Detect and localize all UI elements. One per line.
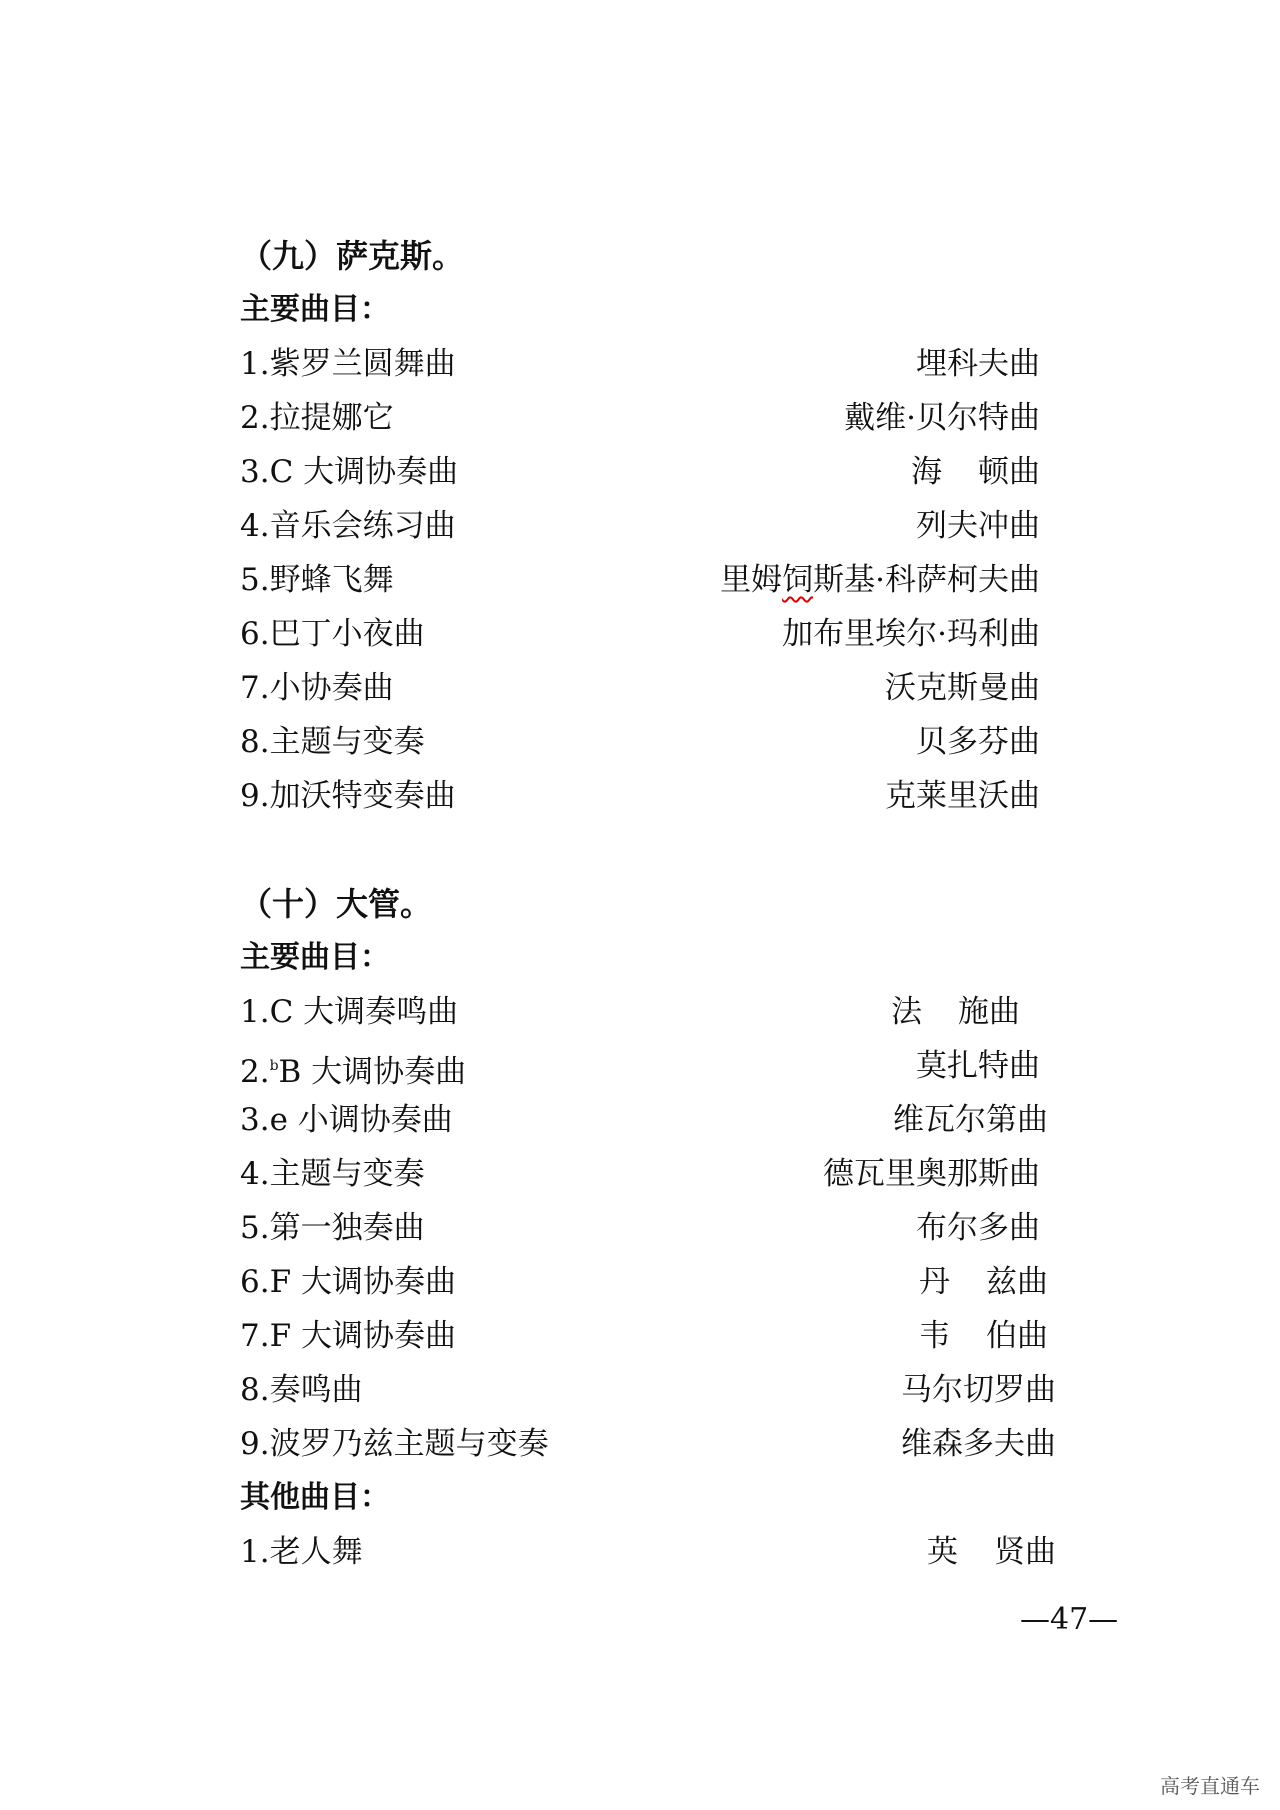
list-item: 3.e 小调协奏曲 维瓦尔第曲 <box>240 1102 1048 1138</box>
spellcheck-underline: 饲 <box>782 562 814 598</box>
other-repertoire-label: 其他曲目： <box>240 1480 390 1515</box>
list-item: 2.拉提娜它 戴维·贝尔特曲 <box>240 400 1040 436</box>
section-heading-saxophone: （九）萨克斯。 <box>240 237 465 275</box>
list-item: 1.紫罗兰圆舞曲 埋科夫曲 <box>240 346 1040 382</box>
list-item: 5.第一独奏曲 布尔多曲 <box>240 1210 1040 1246</box>
list-item: 8.奏鸣曲 马尔切罗曲 <box>240 1372 1056 1408</box>
section-heading-bassoon: （十）大管。 <box>240 885 433 923</box>
list-item: 8.主题与变奏 贝多芬曲 <box>240 724 1040 760</box>
main-repertoire-label: 主要曲目： <box>240 940 390 975</box>
list-item: 4.主题与变奏 德瓦里奥那斯曲 <box>240 1156 1040 1192</box>
main-repertoire-label: 主要曲目： <box>240 292 390 327</box>
list-item: 5.野蜂飞舞 里姆饲斯基·科萨柯夫曲 <box>240 562 1040 598</box>
list-item: 6.F 大调协奏曲 丹 兹曲 <box>240 1264 1048 1300</box>
page-number: —47— <box>1020 1602 1119 1637</box>
watermark: 高考直通车 <box>1160 1774 1260 1798</box>
list-item: 3.C 大调协奏曲 海 顿曲 <box>240 454 1040 490</box>
list-item: 2.$^b$B 大调协奏曲 莫扎特曲 <box>240 1048 1040 1090</box>
list-item: 4.音乐会练习曲 列夫冲曲 <box>240 508 1040 544</box>
list-item: 9.波罗乃兹主题与变奏 维森多夫曲 <box>240 1426 1056 1462</box>
list-item: 1.C 大调奏鸣曲 法 施曲 <box>240 994 1020 1030</box>
list-item: 9.加沃特变奏曲 克莱里沃曲 <box>240 778 1040 814</box>
list-item: 7.F 大调协奏曲 韦 伯曲 <box>240 1318 1048 1354</box>
list-item: 1.老人舞 英 贤曲 <box>240 1534 1056 1570</box>
flat-symbol: b <box>269 1058 279 1074</box>
list-item: 7.小协奏曲 沃克斯曼曲 <box>240 670 1040 706</box>
list-item: 6.巴丁小夜曲 加布里埃尔·玛利曲 <box>240 616 1040 652</box>
